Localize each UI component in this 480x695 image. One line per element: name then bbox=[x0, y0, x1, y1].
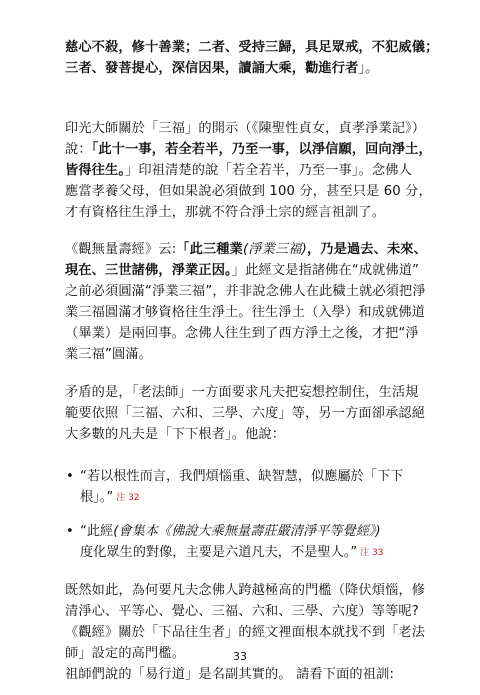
bold-text: 三者、發菩提心，深信因果，讀誦大乘，勸進行者 bbox=[65, 61, 359, 76]
text-line: （畢業）是兩回事。念佛人往生到了西方淨土之後，才把“淨 bbox=[65, 326, 419, 341]
page-number: 33 bbox=[233, 650, 247, 663]
text-line bbox=[65, 58, 425, 79]
text-line: 大多數的凡夫是「下下根者」。他說： bbox=[65, 427, 286, 442]
text-line: 師」設定的高門檻。 bbox=[65, 646, 186, 661]
text-span: 」印祖清楚的說「若全若半，乃至一事」。念佛人 bbox=[125, 163, 412, 178]
text-line: 祖師們說的「易行道」是名副其實的。 請看下面的祖訓: bbox=[65, 667, 395, 682]
text-line bbox=[80, 542, 425, 563]
paragraph-sutra-quote-end bbox=[65, 37, 439, 79]
text-line bbox=[65, 260, 425, 281]
footnote-link[interactable]: 注 33 bbox=[360, 548, 384, 558]
text-line bbox=[65, 139, 432, 160]
text-line: “若以根性而言，我們煩惱重、缺智慧，似應屬於「下下 bbox=[80, 469, 404, 484]
bold-text: 皆得往生。 bbox=[65, 163, 126, 178]
text-line: 才有資格往生淨土，那就不符合淨土宗的經言祖訓了。 bbox=[65, 205, 386, 220]
bold-text: 「此三種業 bbox=[176, 242, 243, 257]
text-line: 應當孝養父母，但如果說必須做到 100 分，甚至只是 60 分， bbox=[65, 184, 432, 199]
text-span: 」此經文是指諸佛在“成就佛道” bbox=[231, 263, 420, 278]
bullet-item bbox=[66, 521, 425, 563]
paragraph-easy-path bbox=[65, 664, 425, 685]
text-line: 範要依照「三福、六和、三學、六度」等，另一方面卻承認絕 bbox=[65, 406, 426, 421]
text-span: 度化眾生的對像，主要是六道凡夫，不是聖人。” bbox=[80, 545, 358, 560]
text-span: 說： bbox=[65, 142, 92, 157]
text-line: 慈心不殺，修十善業；二者、受持三歸，具足眾戒，不犯威儀； bbox=[65, 40, 439, 55]
text-line: 既然如此，為何要凡夫念佛人跨越極高的門檻（降伏煩惱，修 bbox=[65, 583, 426, 598]
bold-text: ，乃是過去、未來、 bbox=[306, 242, 427, 257]
italic-text: (會集本《佛說大乘無量壽莊嚴清淨平等覺經》) bbox=[113, 524, 381, 539]
bullet-dot: • bbox=[66, 524, 74, 539]
paragraph-guan-jing bbox=[65, 239, 425, 365]
paragraph-contradiction bbox=[65, 382, 425, 445]
bold-text: 現在、三世諸佛，淨業正因。 bbox=[65, 263, 232, 278]
text-line bbox=[65, 160, 425, 181]
text-line: 清淨心、平等心、覺心、三福、六和、三學、六度）等等呢? bbox=[65, 604, 419, 619]
text-span: “此經 bbox=[80, 524, 114, 539]
text-line: 業三福”圓滿。 bbox=[65, 347, 153, 362]
italic-text: (淨業三福) bbox=[242, 242, 307, 257]
text-span: 《觀無量壽經》云: bbox=[65, 242, 177, 257]
text-line bbox=[80, 521, 425, 542]
text-line: 業三福圓滿才够資格往生淨土。往生淨土（入學）和成就佛道 bbox=[65, 305, 426, 320]
text-line: 印光大師關於「三福」的開示（《陳聖性貞女，貞孝淨業記》） bbox=[65, 121, 426, 136]
footnote-link[interactable]: 注 32 bbox=[116, 493, 140, 503]
bullet-item bbox=[66, 466, 425, 508]
text-line: 《觀經》關於「下品往生者」的經文裡面根本就找不到「老法 bbox=[65, 625, 426, 640]
text-span: 根」。” bbox=[80, 490, 114, 505]
text-line: 之前必須圓滿“淨業三福”，并非說念佛人在此穢土就必須把淨 bbox=[65, 284, 426, 299]
bullet-dot: • bbox=[66, 469, 74, 484]
text-line bbox=[80, 487, 425, 508]
text-line bbox=[65, 239, 425, 260]
paragraph-yinguang-teaching bbox=[65, 118, 432, 223]
bold-text: 「此十一事，若全若半，乃至一事，以淨信願，回向淨土， bbox=[91, 142, 432, 157]
text-line: 矛盾的是，「老法師」一方面要求凡夫把妄想控制住，生活規 bbox=[65, 385, 419, 400]
text-span: 」。 bbox=[358, 61, 379, 76]
